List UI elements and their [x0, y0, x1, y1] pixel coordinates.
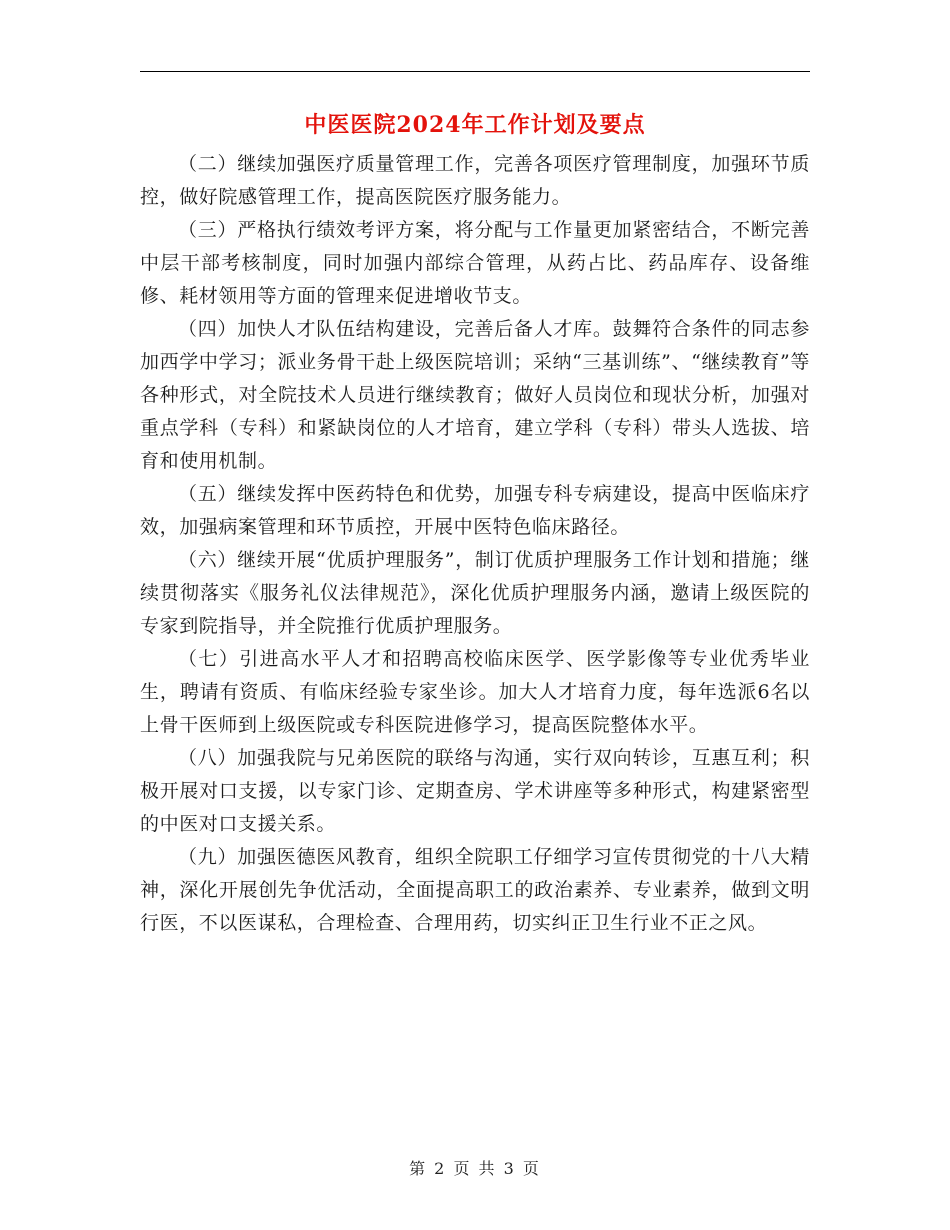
paragraph-3: （三）严格执行绩效考评方案，将分配与工作量更加紧密结合，不断完善中层干部考核制度，同时加强内部综合管理，从药占比、药品库存、设备维修、耗材领用等方面的管理来促进增收节支。 — [140, 219, 810, 307]
header-rule — [140, 71, 810, 72]
paragraph-5: （五）继续发挥中医药特色和优势，加强专科专病建设，提高中医临床疗效，加强病案管理和环节质控，开展中医特色临床路径。 — [140, 483, 810, 538]
document-title: 中医医院2024年工作计划及要点 — [304, 112, 646, 138]
paragraph-7: （七）引进高水平人才和招聘高校临床医学、医学影像等专业优秀毕业生，聘请有资质、有临床经验专家坐诊。加大人才培育力度，每年选派6名以上骨干医师到上级医院或专科医院进修学习，提高医院整体水平。 — [140, 648, 810, 736]
page-number-footer: 第 2 页 共 3 页 — [409, 1159, 541, 1178]
paragraph-4: （四）加快人才队伍结构建设，完善后备人才库。鼓舞符合条件的同志参加西学中学习；派业务骨干赴上级医院培训；采纳“三基训练”、“继续教育”等各种形式，对全院技术人员进行继续教育；做好人员岗位和现状分析，加强对重点学科（专科）和紧缺岗位的人才培育，建立学科（专科）带头人选拔、培育和使用机制。 — [140, 318, 810, 472]
paragraph-6: （六）继续开展“优质护理服务”，制订优质护理服务工作计划和措施；继续贯彻落实《服务礼仪法律规范》，深化优质护理服务内涵，邀请上级医院的专家到院指导，并全院推行优质护理服务。 — [140, 549, 810, 637]
document-body — [140, 148, 810, 940]
paragraph-9: （九）加强医德医风教育，组织全院职工仔细学习宣传贯彻党的十八大精神，深化开展创先争优活动，全面提高职工的政治素养、专业素养，做到文明行医，不以医谋私，合理检查、合理用药，切实纠正卫生行业不正之风。 — [140, 846, 810, 934]
paragraph-2: （二）继续加强医疗质量管理工作，完善各项医疗管理制度，加强环节质控，做好院感管理工作，提高医院医疗服务能力。 — [140, 153, 810, 208]
paragraph-8: （八）加强我院与兄弟医院的联络与沟通，实行双向转诊，互惠互利；积极开展对口支援，以专家门诊、定期查房、学术讲座等多种形式，构建紧密型的中医对口支援关系。 — [140, 747, 810, 835]
